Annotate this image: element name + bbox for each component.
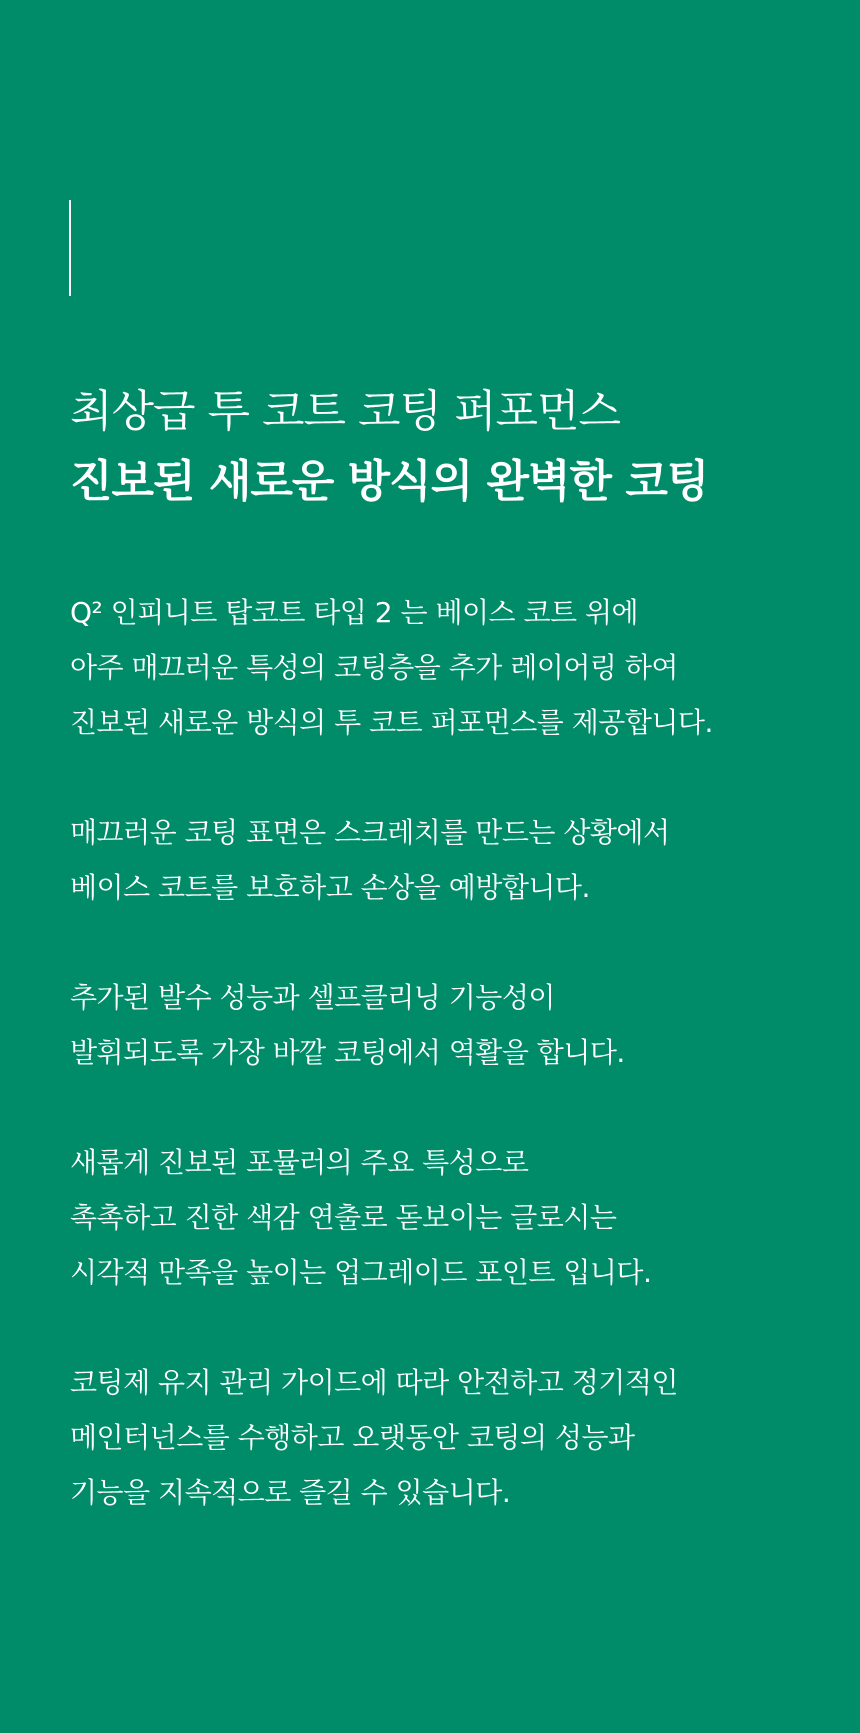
paragraph-line: 기능을 지속적으로 즐길 수 있습니다.: [70, 1476, 511, 1509]
paragraph-line: 추가된 발수 성능과 셀프클리닝 기능성이: [70, 981, 555, 1014]
paragraph-line: 발휘되도록 가장 바깥 코팅에서 역활을 합니다.: [70, 1036, 625, 1069]
paragraph-line: 메인터넌스를 수행하고 오랫동안 코팅의 성능과: [70, 1421, 635, 1454]
headline: [70, 377, 830, 517]
paragraph-gloss: [70, 1135, 840, 1300]
paragraph-maintenance: [70, 1355, 840, 1520]
paragraph-line: 새롭게 진보된 포뮬러의 주요 특성으로: [70, 1146, 529, 1179]
paragraph-line: 시각적 만족을 높이는 업그레이드 포인트 입니다.: [70, 1256, 652, 1289]
headline-subtitle: 최상급 투 코트 코팅 퍼포먼스: [70, 386, 620, 437]
paragraph-scratch-protection: [70, 805, 840, 915]
paragraph-line: Q² 인피니트 탑코트 타입 2 는 베이스 코트 위에: [70, 596, 639, 629]
paragraph-water-repellency: [70, 970, 840, 1080]
paragraph-line: 코팅제 유지 관리 가이드에 따라 안전하고 정기적인: [70, 1366, 678, 1399]
headline-title: 진보된 새로운 방식의 완벽한 코팅: [70, 456, 709, 507]
paragraph-base-coat: [70, 585, 840, 750]
paragraph-line: 진보된 새로운 방식의 투 코트 퍼포먼스를 제공합니다.: [70, 706, 713, 739]
paragraph-line: 베이스 코트를 보호하고 손상을 예방합니다.: [70, 871, 590, 904]
paragraph-line: 매끄러운 코팅 표면은 스크레치를 만드는 상황에서: [70, 816, 670, 849]
accent-divider-line: [69, 200, 71, 296]
paragraph-line: 아주 매끄러운 특성의 코팅층을 추가 레이어링 하여: [70, 651, 678, 684]
description-body: [70, 585, 840, 1575]
paragraph-line: 촉촉하고 진한 색감 연출로 돋보이는 글로시는: [70, 1201, 617, 1234]
